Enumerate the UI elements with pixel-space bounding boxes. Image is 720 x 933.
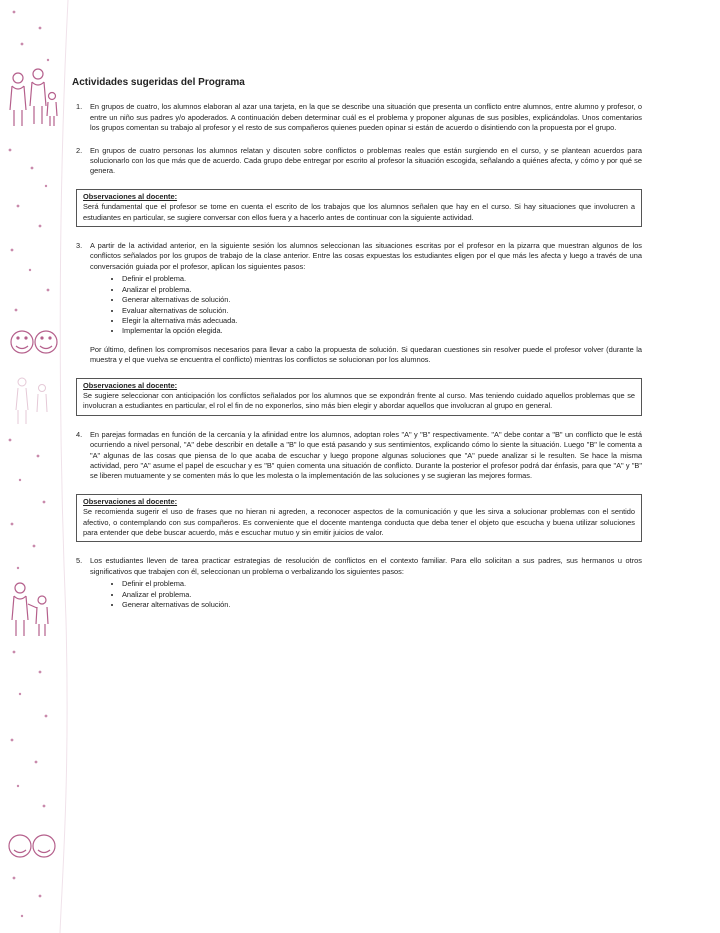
note-title: Observaciones al docente: xyxy=(83,496,178,506)
decorative-dots xyxy=(9,11,50,918)
decorative-margin-illustration xyxy=(0,0,70,933)
faces-pair-icon xyxy=(9,835,55,857)
item-number: 5. xyxy=(76,556,83,566)
item-text: En grupos de cuatro, los alumnos elaboran al azar una tarjeta, en la que se describe una situación que presenta un conflicto entre alumnos, entre alumno y profesor, o entre un niño sus padres y/o apoderados. A continuación deben determinar cuál es el problema y proponer algunas de sus posibles, explicándolas. Unos comentarios los grupos comentan su trabajo al profesor y el resto de sus compañeros quienes pueden opinar si están de acuerdo o disintiendo con la propuesta por el grupo. xyxy=(90,102,642,133)
item-text: En parejas formadas en función de la cercanía y la afinidad entre los alumnos, adoptan roles "A" y "B" respectivamente. "A" debe contar a "B" un conflicto que le está ocurriendo a nivel personal, "A" debe describir en detalle a "B" lo que está pasando y sus sentimientos, explicando cómo lo siente la situación. Luego "B" le comenta a "A" algunas de las cosas que piensa de lo que acaba de escuchar y luego propone algunas soluciones que "A" puede analizar si le resulten. Se hace la misma actividad, pero "A" asume el papel de escuchar y es "B" quien comenta una situación de conflicto. Durante la posterior el profesor podrá dar énfasis, para que "A" y "B" se liberen mutuamente y se comenten más lo que les molesta o la implementación de las soluciones y se sugieran las mejores formas. xyxy=(90,429,642,481)
activity-item-1 xyxy=(76,102,642,133)
teacher-note-3 xyxy=(76,494,642,543)
activity-item-5 xyxy=(76,556,642,618)
item-body xyxy=(90,241,642,365)
list-item: • Definir el problema. xyxy=(122,579,642,589)
family-figures-icon xyxy=(10,69,57,126)
list-item: • Generar alternativas de solución. xyxy=(122,600,642,610)
item-number: 4. xyxy=(76,429,83,439)
list-item: • Evaluar alternativas de solución. xyxy=(122,306,642,316)
item-body xyxy=(90,556,642,618)
list-item: • Elegir la alternativa más adecuada. xyxy=(122,316,642,326)
activity-item-2 xyxy=(76,146,642,177)
activity-item-4 xyxy=(76,430,642,482)
item-number: 3. xyxy=(76,241,83,251)
smiling-faces-icon xyxy=(11,331,57,353)
note-title: Observaciones al docente: xyxy=(83,380,178,390)
activity-item-3 xyxy=(76,241,642,365)
faint-figures-icon xyxy=(16,378,47,424)
note-text: Se sugiere seleccionar con anticipación los conflictos señalados por los alumnos que se expondrán frente al curso. Mas teniendo cuidado aquellos problemas que se involucran a estudiantes en particular, el rol el fin de no exponerlos, sino más bien elegir y abordar aquellos que involucran al grupo en general. xyxy=(83,390,635,411)
item-text: A partir de la actividad anterior, en la siguiente sesión los alumnos seleccionan las situaciones escritas por el profesor en la pizarra que muestran algunos de los conflictos señalados por los grupos de trabajo de la clase anterior. Entre las cosas expuestas los estudiantes eligen por el que más les afecta y luego a través de una conversación guiada por el profesor, aplican los siguientes pasos: xyxy=(90,241,642,271)
note-text: Será fundamental que el profesor se tome en cuenta el escrito de los trabajos que los alumnos señalen que hay en el curso. Si hay situaciones que involucren a estudiantes en particular, se sugiere conversar con ellos fuera y a hacerlo antes de continuar con la siguiente actividad. xyxy=(83,202,635,222)
item-text: En grupos de cuatro personas los alumnos relatan y discuten sobre conflictos o problemas reales que están surgiendo en el curso, y se plantean acuerdos para solucionarlo con los que más que de acuerdo. Cada grupo debe entregar por escrito al profesor la situación escogida, señalando a quiénes afecta, y cómo y por qué se genera. xyxy=(90,145,642,176)
note-text: Se recomienda sugerir el uso de frases que no hieran ni agreden, a reconocer aspectos de la comunicación y que les sirva a solucionar problemas con el sentido afectivo, o contemplando con sus compañeros. Es conveniente que el docente mantenga conducta que deba tener el objeto que escucha y buena utilizar soluciones para entender que debe buscar acuerdo, más e escuchar mutuo y sin emitir juicios de valor. xyxy=(83,507,635,537)
teacher-note-2 xyxy=(76,378,642,416)
item-text: Los estudiantes lleven de tarea practicar estrategias de resolución de conflictos en el contexto familiar. Para ello solicitan a sus padres, sus hermanos u otros significativos que trabajen con él, seleccionan un problema o verbalizando los siguientes pasos: xyxy=(90,556,642,576)
list-item: • Definir el problema. xyxy=(122,274,642,284)
page-title: Actividades sugeridas del Programa xyxy=(72,77,245,88)
steps-list xyxy=(90,579,642,610)
item-number: 1. xyxy=(76,102,83,112)
list-item: • Generar alternativas de solución. xyxy=(122,295,642,305)
list-item: • Analizar el problema. xyxy=(122,590,642,600)
teacher-note-1 xyxy=(76,189,642,227)
steps-list xyxy=(90,274,642,336)
list-item: • Implementar la opción elegida. xyxy=(122,326,642,336)
document-page xyxy=(72,77,642,630)
closing-paragraph: Por último, definen los compromisos necesarios para llevar a cabo la propuesta de solución. Si quedaran cuestiones sin resolver puede el profesor volver (durante la muestra y el que vuelva se encuentra el conflicto) mientras los conflictos se solucionan por los alumnos. xyxy=(90,344,642,365)
list-item: • Analizar el problema. xyxy=(122,285,642,295)
parent-and-child-icon xyxy=(12,583,48,636)
item-number: 2. xyxy=(76,145,83,155)
note-title: Observaciones al docente: xyxy=(83,191,178,201)
